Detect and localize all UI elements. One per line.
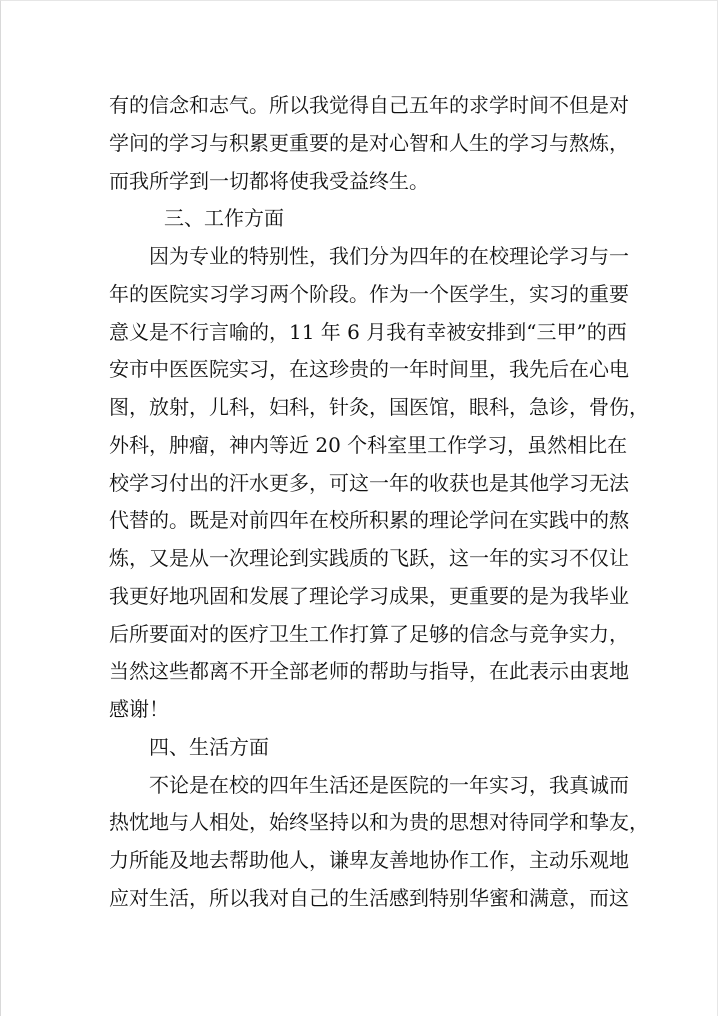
paragraph-line: 应对生活，所以我对自己的生活感到特别华蜜和满意，而这 [109,886,629,910]
paragraph-line: 有的信念和志气。所以我觉得自己五年的求学时间不但是对 [109,93,629,117]
paragraph-line: 学问的学习与积累更重要的是对心智和人生的学习与熬炼， [109,131,629,155]
section-heading-life: 四、生活方面 [149,735,269,759]
paragraph-line: 意义是不行言喻的，11 年 6 月我有幸被安排到“三甲”的西 [109,320,627,344]
paragraph-line: 而我所学到一切都将使我受益终生。 [109,169,429,193]
paragraph-line: 感谢！ [109,697,169,721]
paragraph-line: 我更好地巩固和发展了理论学习成果，更重要的是为我毕业 [109,584,629,608]
paragraph-line: 后所要面对的医疗卫生工作打算了足够的信念与竞争实力， [109,622,629,646]
paragraph-line: 热忱地与人相处，始终坚持以和为贵的思想对待同学和挚友， [109,810,649,834]
paragraph-line: 校学习付出的汗水更多，可这一年的收获也是其他学习无法 [109,471,629,495]
paragraph-line: 炼，又是从一次理论到实践质的飞跃，这一年的实习不仅让 [109,546,629,570]
paragraph-line: 代替的。既是对前四年在校所积累的理论学问在实践中的熬 [109,508,629,532]
paragraph-line: 因为专业的特别性，我们分为四年的在校理论学习与一 [149,244,629,268]
paragraph-line: 外科，肿瘤，神内等近 20 个科室里工作学习，虽然相比在 [109,433,628,457]
paragraph-line: 力所能及地去帮助他人，谦卑友善地协作工作，主动乐观地 [109,848,629,872]
paragraph-line: 图，放射，儿科，妇科，针灸，国医馆，眼科，急诊，骨伤， [109,395,649,419]
paragraph-line: 不论是在校的四年生活还是医院的一年实习，我真诚而 [149,773,629,797]
paragraph-line: 年的医院实习学习两个阶段。作为一个医学生，实习的重要 [109,282,629,306]
paragraph-line: 当然这些都离不开全部老师的帮助与指导，在此表示由衷地 [109,659,629,683]
section-heading-work: 三、工作方面 [164,206,284,230]
paragraph-line: 安市中医医院实习，在这珍贵的一年时间里，我先后在心电 [109,357,629,381]
